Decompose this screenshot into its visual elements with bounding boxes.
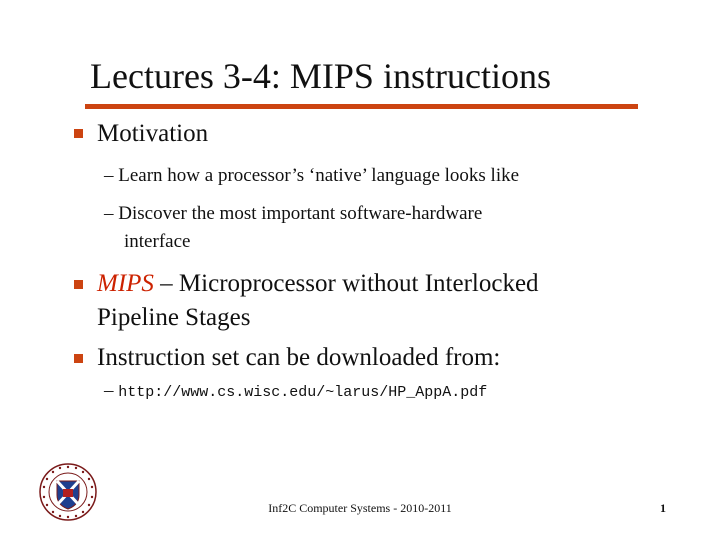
bullet-motivation: Motivation bbox=[97, 120, 209, 147]
bullet-instruction-set: Instruction set can be downloaded from: bbox=[97, 344, 501, 371]
bullet-square-icon bbox=[74, 354, 83, 363]
sub-bullet-native-language bbox=[104, 162, 519, 190]
university-of-edinburgh-crest-icon bbox=[38, 462, 98, 527]
bullet-mips-line2: Pipeline Stages bbox=[97, 304, 251, 331]
sub-bullet-interface bbox=[104, 200, 482, 228]
download-url: http://www.cs.wisc.edu/~larus/HP_AppA.pdf bbox=[118, 384, 488, 401]
sub-bullet-text-line2: interface bbox=[124, 231, 191, 252]
bullet-square-icon bbox=[74, 129, 83, 138]
title-underline bbox=[85, 104, 638, 109]
dash: – bbox=[104, 165, 114, 186]
dash: – bbox=[104, 203, 114, 224]
mips-highlight: MIPS bbox=[97, 270, 154, 297]
sub-bullet-text: Learn how a processor’s ‘native’ language looks like bbox=[118, 165, 520, 186]
bullet-square-icon bbox=[74, 280, 83, 289]
slide-title: Lectures 3-4: MIPS instructions bbox=[90, 56, 551, 96]
sub-bullet-url bbox=[104, 377, 487, 407]
sub-bullet-text-line1: Discover the most important software-hardware bbox=[118, 203, 483, 224]
page-number: 1 bbox=[660, 501, 666, 515]
dash: – bbox=[104, 380, 114, 401]
footer-course-title: Inf2C Computer Systems - 2010-2011 bbox=[268, 501, 452, 515]
bullet-mips bbox=[97, 267, 539, 301]
mips-line1-rest: – Microprocessor without Interlocked bbox=[153, 270, 539, 297]
